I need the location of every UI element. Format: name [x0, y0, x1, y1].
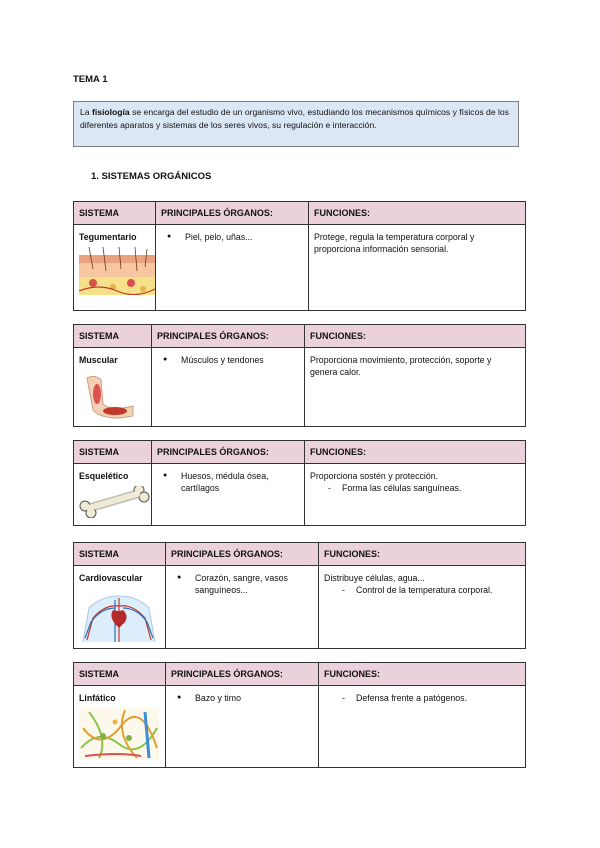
function-subitem: - Control de la temperatura corporal.	[324, 584, 520, 596]
header-organos: PRINCIPALES ÓRGANOS:	[152, 325, 305, 348]
system-table-cardiovascular	[73, 542, 526, 649]
header-organos: PRINCIPALES ÓRGANOS:	[156, 202, 309, 225]
functions-cell	[319, 686, 526, 768]
header-sistema: SISTEMA	[74, 441, 152, 464]
system-table-tegumentario	[73, 201, 526, 311]
system-name: Esquelético	[79, 471, 129, 481]
system-cell	[74, 225, 156, 311]
functions-cell	[305, 464, 526, 526]
organ-item: ● Piel, pelo, uñas...	[185, 231, 303, 243]
system-cell	[74, 464, 152, 526]
system-table-linfatico	[73, 662, 526, 768]
header-funciones: FUNCIONES:	[319, 663, 526, 686]
functions-cell	[309, 225, 526, 311]
system-cell	[74, 686, 166, 768]
header-sistema: SISTEMA	[74, 543, 166, 566]
header-funciones: FUNCIONES:	[319, 543, 526, 566]
header-organos: PRINCIPALES ÓRGANOS:	[166, 663, 319, 686]
intro-text-start: La	[80, 107, 92, 117]
header-sistema: SISTEMA	[74, 325, 152, 348]
function-subitem: - Forma las células sanguíneas.	[310, 482, 520, 494]
organ-item: ● Músculos y tendones	[181, 354, 299, 366]
functions-cell	[305, 348, 526, 427]
system-name: Linfático	[79, 693, 116, 703]
function-subitem: - Defensa frente a patógenos.	[324, 692, 520, 704]
function-text: Protege, regula la temperatura corporal y proporciona información sensorial.	[314, 232, 475, 254]
section-heading: 1. SISTEMAS ORGÁNICOS	[91, 171, 212, 182]
header-sistema: SISTEMA	[74, 202, 156, 225]
organs-cell	[166, 686, 319, 768]
system-cell	[74, 348, 152, 427]
system-table-esqueletico	[73, 440, 526, 526]
organ-item: ● Huesos, médula ósea, cartílagos	[181, 470, 299, 494]
system-name: Tegumentario	[79, 232, 137, 242]
skin-layers-illustration	[79, 247, 155, 295]
organs-cell	[166, 566, 319, 649]
document-title: TEMA 1	[73, 74, 108, 85]
system-table-muscular	[73, 324, 526, 427]
system-name: Muscular	[79, 355, 118, 365]
header-funciones: FUNCIONES:	[305, 441, 526, 464]
header-organos: PRINCIPALES ÓRGANOS:	[166, 543, 319, 566]
function-text: Distribuye células, agua...	[324, 573, 425, 583]
lymph-vessels-illustration	[79, 708, 159, 760]
arm-muscle-illustration	[79, 370, 139, 420]
header-organos: PRINCIPALES ÓRGANOS:	[152, 441, 305, 464]
organ-item: ● Bazo y timo	[195, 692, 313, 704]
header-funciones: FUNCIONES:	[309, 202, 526, 225]
function-text: Proporciona movimiento, protección, soporte y genera calor.	[310, 355, 492, 377]
organs-cell	[152, 464, 305, 526]
system-name: Cardiovascular	[79, 573, 143, 583]
intro-keyword: fisiología	[91, 107, 130, 117]
header-funciones: FUNCIONES:	[305, 325, 526, 348]
circulatory-illustration	[79, 588, 159, 642]
organs-cell	[156, 225, 309, 311]
system-cell	[74, 566, 166, 649]
header-sistema: SISTEMA	[74, 663, 166, 686]
organ-item: ● Corazón, sangre, vasos sanguíneos...	[195, 572, 313, 596]
intro-box	[73, 101, 519, 147]
functions-cell	[319, 566, 526, 649]
organs-cell	[152, 348, 305, 427]
bone-illustration	[79, 486, 151, 518]
intro-text-end: se encarga del estudio de un organismo vivo, estudiando los mecanismos químicos y físicos de los diferentes aparatos y sistemas de los seres vivos, su regulación e interacción.	[80, 107, 509, 130]
function-text: Proporciona sostén y protección.	[310, 471, 439, 481]
